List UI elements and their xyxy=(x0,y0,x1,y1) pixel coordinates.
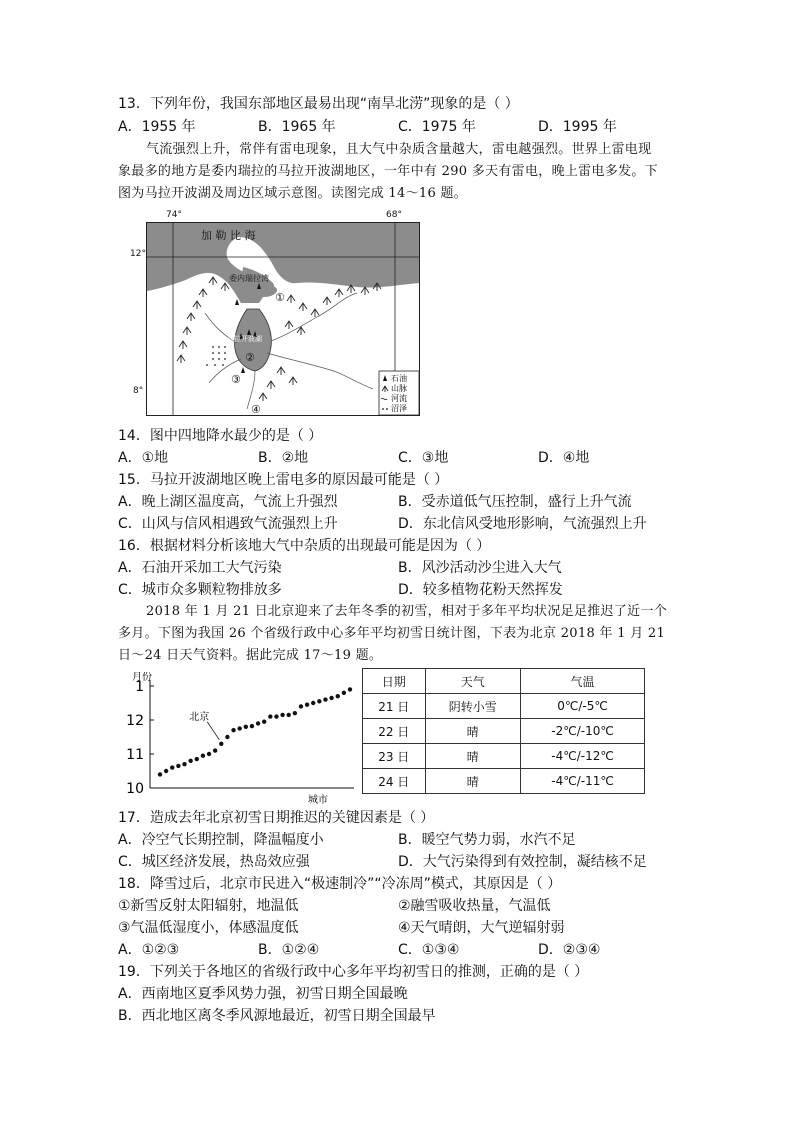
chart-point xyxy=(323,697,327,701)
q14-option-c: C．③地 xyxy=(398,450,449,466)
map-sea-label: 加 勒 比 海 xyxy=(201,229,256,242)
chart-annotation-line xyxy=(207,722,219,740)
chart-point xyxy=(219,742,223,746)
q14-stem: 14．图中四地降水最少的是（ ） xyxy=(118,428,323,444)
passage2-line-1: 2018 年 1 月 21 日北京迎来了去年冬季的初雪，相对于多年平均状况足足推迟了近一个 xyxy=(146,604,668,619)
q16-option-b: B．风沙活动沙尘进入大气 xyxy=(398,560,562,576)
passage1-line-3: 图为马拉开波湖及周边区域示意图。读图完成 14～16 题。 xyxy=(118,186,468,201)
map-lake-label: 马拉开波湖 xyxy=(227,335,262,343)
map-point-1: ① xyxy=(275,291,285,304)
chart-point xyxy=(225,735,229,739)
q19-option-b: B．西北地区离冬季风源地最近，初雪日期全国最早 xyxy=(118,1008,436,1024)
q18-statement-2: ②融雪吸收热量，气温低 xyxy=(398,898,551,914)
legend-oil: 石油 xyxy=(391,374,407,383)
q17-option-d: D．大气污染得到有效控制，凝结核不足 xyxy=(398,854,647,870)
chart-point xyxy=(274,714,278,718)
q19-option-a: A．西南地区夏季风势力强，初雪日期全国最晚 xyxy=(118,986,408,1002)
chart-point xyxy=(342,691,346,695)
weather-row xyxy=(363,719,645,744)
q19-stem: 19．下列关于各地区的省级行政中心多年平均初雪日的推测，正确的是（ ） xyxy=(118,964,589,980)
map-lon-right: 68° xyxy=(386,210,402,220)
q18-option-d: D．②③④ xyxy=(538,942,601,958)
weather-table xyxy=(362,668,645,794)
weather-row xyxy=(363,694,645,719)
chart-point xyxy=(336,694,340,698)
q15-option-a: A．晚上湖区温度高，气流上升强烈 xyxy=(118,494,338,510)
chart-point xyxy=(348,687,352,691)
q18-statement-3: ③气温低湿度小，体感温度低 xyxy=(118,920,299,936)
chart-y-tick-label: 10 xyxy=(126,781,144,797)
chart-point xyxy=(262,720,266,724)
chart-point xyxy=(182,762,186,766)
q13-option-a: A．1955 年 xyxy=(118,119,196,135)
chart-point xyxy=(237,726,241,730)
chart-point xyxy=(250,724,254,728)
weather-temp: -4℃/-12℃ xyxy=(521,744,645,769)
map-gulf-label: 委内瑞拉湾 xyxy=(229,274,269,283)
weather-date: 23 日 xyxy=(363,744,426,769)
q14-option-b: B．②地 xyxy=(258,450,309,466)
q15-option-c: C．山风与信风相遇致气流强烈上升 xyxy=(118,516,338,532)
weather-header-weather: 天气 xyxy=(425,669,521,694)
weather-temp: -4℃/-11℃ xyxy=(521,769,645,794)
chart-point xyxy=(299,704,303,708)
chart-point xyxy=(213,748,217,752)
chart-point xyxy=(170,765,174,769)
q18-option-a: A．①②③ xyxy=(118,942,180,958)
q14-option-a: A．①地 xyxy=(118,450,169,466)
q14-option-d: D．④地 xyxy=(538,450,590,466)
q16-stem: 16．根据材料分析该地大气中杂质的出现最可能是因为（ ） xyxy=(118,538,491,554)
q13-stem: 13．下列年份，我国东部地区最易出现“南旱北涝”现象的是（ ） xyxy=(118,96,519,112)
q16-option-a: A．石油开采加工大气污染 xyxy=(118,560,282,576)
chart-point xyxy=(158,772,162,776)
chart-y-tick-label: 11 xyxy=(126,747,144,763)
weather-date: 24 日 xyxy=(363,769,426,794)
q18-option-b: B．①②④ xyxy=(258,942,320,958)
chart-point xyxy=(329,696,333,700)
chart-point xyxy=(207,752,211,756)
q16-option-c: C．城市众多颗粒物排放多 xyxy=(118,582,282,598)
chart-point xyxy=(287,713,291,717)
q17-option-b: B．暖空气势力弱，水汽不足 xyxy=(398,832,576,848)
weather-table-header xyxy=(363,669,645,694)
q18-stem: 18．降雪过后，北京市民进入“极速制冷”“冷冻周”模式，其原因是（ ） xyxy=(118,876,562,892)
chart-point xyxy=(176,764,180,768)
chart-y-tick-label: 12 xyxy=(126,713,144,729)
q13-option-d: D．1995 年 xyxy=(538,119,617,135)
chart-annotation-beijing: 北京 xyxy=(189,711,210,723)
chart-point xyxy=(305,703,309,707)
passage1-line-1: 气流强烈上升，常伴有雷电现象，且大气中杂质含量越大，雷电越强烈。世界上雷电现 xyxy=(146,142,652,157)
chart-point xyxy=(244,725,248,729)
q15-option-d: D．东北信风受地形影响，气流强烈上升 xyxy=(398,516,647,532)
chart-point xyxy=(268,714,272,718)
legend-swamp: 沼泽 xyxy=(391,404,407,413)
chart-point xyxy=(256,721,260,725)
q17-option-a: A．冷空气长期控制，降温幅度小 xyxy=(118,832,324,848)
weather-date: 22 日 xyxy=(363,719,426,744)
chart-point xyxy=(195,757,199,761)
map-legend xyxy=(379,371,419,415)
passage2-line-2: 多月。下图为我国 26 个省级行政中心多年平均初雪日统计图，下表为北京 2018 年 1 月 21 xyxy=(118,626,666,641)
q15-stem: 15．马拉开波湖地区晚上雷电多的原因最可能是（ ） xyxy=(118,472,449,488)
q13-option-b: B．1965 年 xyxy=(258,119,336,135)
chart-point xyxy=(293,711,297,715)
weather-condition: 阴转小雪 xyxy=(425,694,521,719)
chart-point xyxy=(317,699,321,703)
chart-point xyxy=(201,754,205,758)
chart-point xyxy=(164,769,168,773)
map-point-2: ② xyxy=(245,351,255,364)
map-lon-left: 74° xyxy=(166,210,182,220)
chart-point xyxy=(280,713,284,717)
legend-river: 河流 xyxy=(391,394,407,403)
q18-statement-1: ①新雪反射太阳辐射，地温低 xyxy=(118,898,299,914)
map-lat-top: 12° xyxy=(130,249,146,259)
passage1-line-2: 象最多的地方是委内瑞拉的马拉开波湖地区，一年中有 290 多天有雷电，晚上雷电多发。下 xyxy=(118,164,658,179)
q17-stem: 17．造成去年北京初雪日期推迟的关键因素是（ ） xyxy=(118,810,435,826)
weather-condition: 晴 xyxy=(425,719,521,744)
chart-point xyxy=(231,728,235,732)
chart-y-axis-label: 月份 xyxy=(132,672,152,683)
first-snow-chart xyxy=(118,672,358,807)
weather-header-temp: 气温 xyxy=(521,669,645,694)
q18-option-c: C．①③④ xyxy=(398,942,460,958)
weather-date: 21 日 xyxy=(363,694,426,719)
q13-option-c: C．1975 年 xyxy=(398,119,476,135)
q15-option-b: B．受赤道低气压控制，盛行上升气流 xyxy=(398,494,632,510)
weather-temp: 0℃/-5℃ xyxy=(521,694,645,719)
chart-point xyxy=(311,701,315,705)
q17-option-c: C．城区经济发展，热岛效应强 xyxy=(118,854,310,870)
chart-point xyxy=(188,759,192,763)
map-lat-bottom: 8° xyxy=(133,386,144,396)
weather-row xyxy=(363,744,645,769)
weather-condition: 晴 xyxy=(425,744,521,769)
passage2-line-3: 日～24 日天气资料。据此完成 17～19 题。 xyxy=(118,648,383,663)
q16-option-d: D．较多植物花粉天然挥发 xyxy=(398,582,563,598)
q18-statement-4: ④天气晴朗，大气逆辐射弱 xyxy=(398,920,565,936)
map-point-3: ③ xyxy=(231,373,241,386)
map-point-4: ④ xyxy=(251,403,261,415)
chart-y-tick-label: 1 xyxy=(135,679,144,695)
weather-row xyxy=(363,769,645,794)
lake-maracaibo-map xyxy=(146,222,420,416)
weather-header-date: 日期 xyxy=(363,669,426,694)
legend-mountain: 山脉 xyxy=(391,384,407,393)
chart-x-axis-label: 城市 xyxy=(308,795,328,806)
weather-temp: -2℃/-10℃ xyxy=(521,719,645,744)
weather-condition: 晴 xyxy=(425,769,521,794)
first-snow-chart-svg xyxy=(118,672,358,807)
